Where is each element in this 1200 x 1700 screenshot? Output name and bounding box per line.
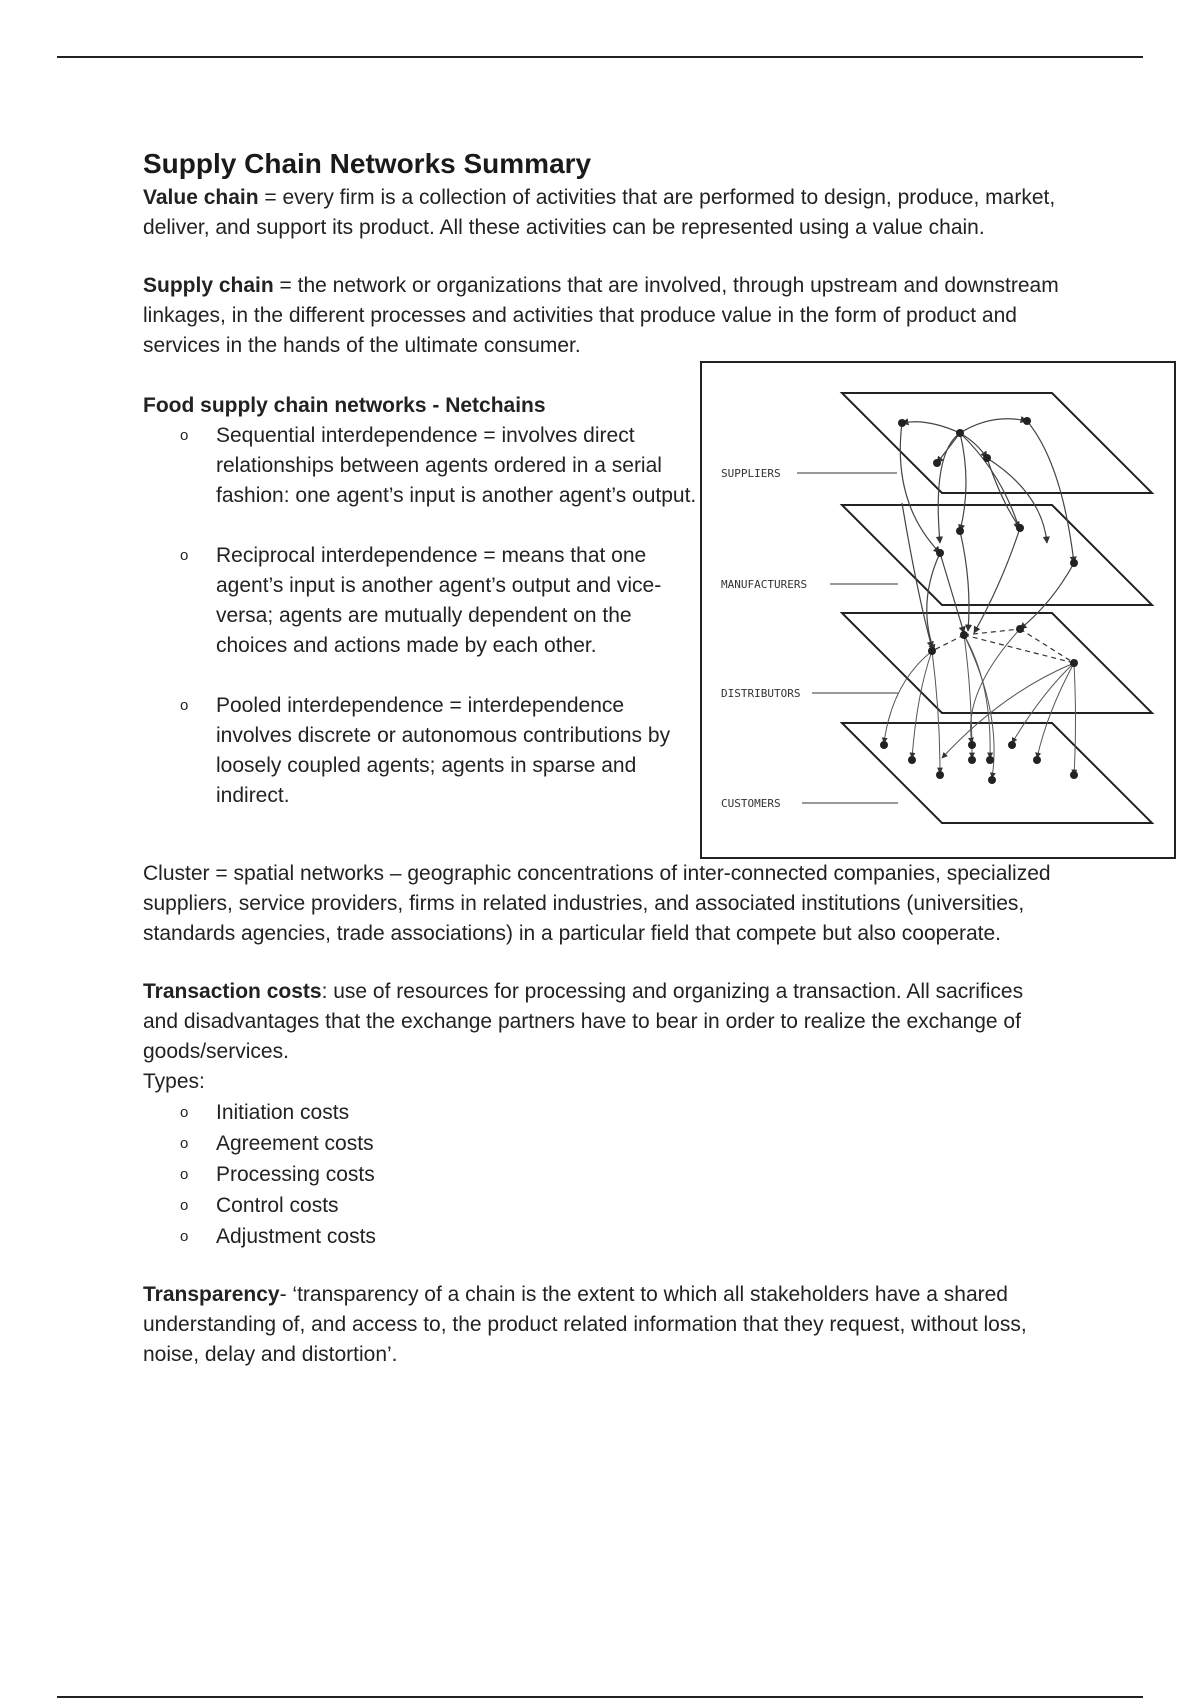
layer-label-customers: CUSTOMERS xyxy=(721,797,781,810)
circle-bullet-icon: o xyxy=(180,427,189,444)
circle-bullet-icon: o xyxy=(180,547,189,564)
transaction-costs-term: Transaction costs xyxy=(143,980,322,1003)
transaction-costs-paragraph xyxy=(143,977,1063,1067)
customers-plane xyxy=(842,723,1152,823)
list-item: o Initiation costs xyxy=(143,1097,1063,1128)
footer-rule xyxy=(57,1696,1143,1698)
circle-bullet-icon: o xyxy=(180,1228,189,1245)
netchains-heading: Food supply chain networks - Netchains xyxy=(143,394,546,417)
circle-bullet-icon: o xyxy=(180,697,189,714)
layer-label-suppliers: SUPPLIERS xyxy=(721,467,781,480)
circle-bullet-icon: o xyxy=(180,1135,189,1152)
netchain-diagram-svg xyxy=(702,363,1174,857)
supply-chain-definition: = the network or organizations that are involved, through upstream and downstream linkages, in the different processes and activities that produce value in the form of product and services in the hands of the ultimate consumer. xyxy=(143,274,1059,357)
transparency-term: Transparency xyxy=(143,1283,280,1306)
layer-label-distributors: DISTRIBUTORS xyxy=(721,687,801,700)
list-item: o Adjustment costs xyxy=(143,1221,1063,1252)
list-item: o Reciprocal interdependence = means that one agent’s input is another agent’s output and vice-versa; agents are mutually dependent on the choices and actions made by each other. xyxy=(143,541,703,661)
value-chain-definition: = every firm is a collection of activities that are performed to design, produce, market, deliver, and support its product. All these activities can be represented using a value chain. xyxy=(143,186,1056,239)
layer-label-manufacturers: MANUFACTURERS xyxy=(721,578,808,591)
document-body xyxy=(143,147,1063,1370)
supply-chain-term: Supply chain xyxy=(143,274,274,297)
distributors-plane xyxy=(842,613,1152,713)
list-item: o Sequential interdependence = involves direct relationships between agents ordered in a serial fashion: one agent’s input is another agent’s output. xyxy=(143,421,703,511)
transaction-cost-types-list xyxy=(143,1097,1063,1252)
manufacturers-plane xyxy=(842,505,1152,605)
list-item: o Agreement costs xyxy=(143,1128,1063,1159)
supply-chain-paragraph xyxy=(143,271,1063,361)
page-title: Supply Chain Networks Summary xyxy=(143,148,592,179)
transaction-costs-definition: : use of resources for processing and organizing a transaction. All sacrifices and disadvantages that the exchange partners have to bear in order to realize the exchange of goods/services. xyxy=(143,980,1024,1063)
netchain-diagram xyxy=(700,361,1176,859)
cluster-paragraph: Cluster = spatial networks – geographic concentrations of inter-connected companies, specialized suppliers, service providers, firms in related industries, and associated institutions (universities, standards agencies, trade associations) in a particular field that compete but also cooperate. xyxy=(143,862,1051,945)
types-label: Types: xyxy=(143,1070,205,1093)
transparency-paragraph xyxy=(143,1280,1063,1370)
netchains-list xyxy=(143,421,703,811)
circle-bullet-icon: o xyxy=(180,1197,189,1214)
list-item: o Control costs xyxy=(143,1190,1063,1221)
circle-bullet-icon: o xyxy=(180,1166,189,1183)
header-rule xyxy=(57,56,1143,58)
list-item: o Processing costs xyxy=(143,1159,1063,1190)
transparency-definition: - ‘transparency of a chain is the extent to which all stakeholders have a shared understanding of, and access to, the product related information that they request, without loss, noise, delay and distortion’. xyxy=(143,1283,1027,1366)
value-chain-term: Value chain xyxy=(143,186,259,209)
value-chain-paragraph xyxy=(143,183,1063,243)
netchains-section xyxy=(143,361,1063,859)
list-item: o Pooled interdependence = interdependence involves discrete or autonomous contributions by loosely coupled agents; agents in sparse and indirect. xyxy=(143,691,703,811)
circle-bullet-icon: o xyxy=(180,1104,189,1121)
